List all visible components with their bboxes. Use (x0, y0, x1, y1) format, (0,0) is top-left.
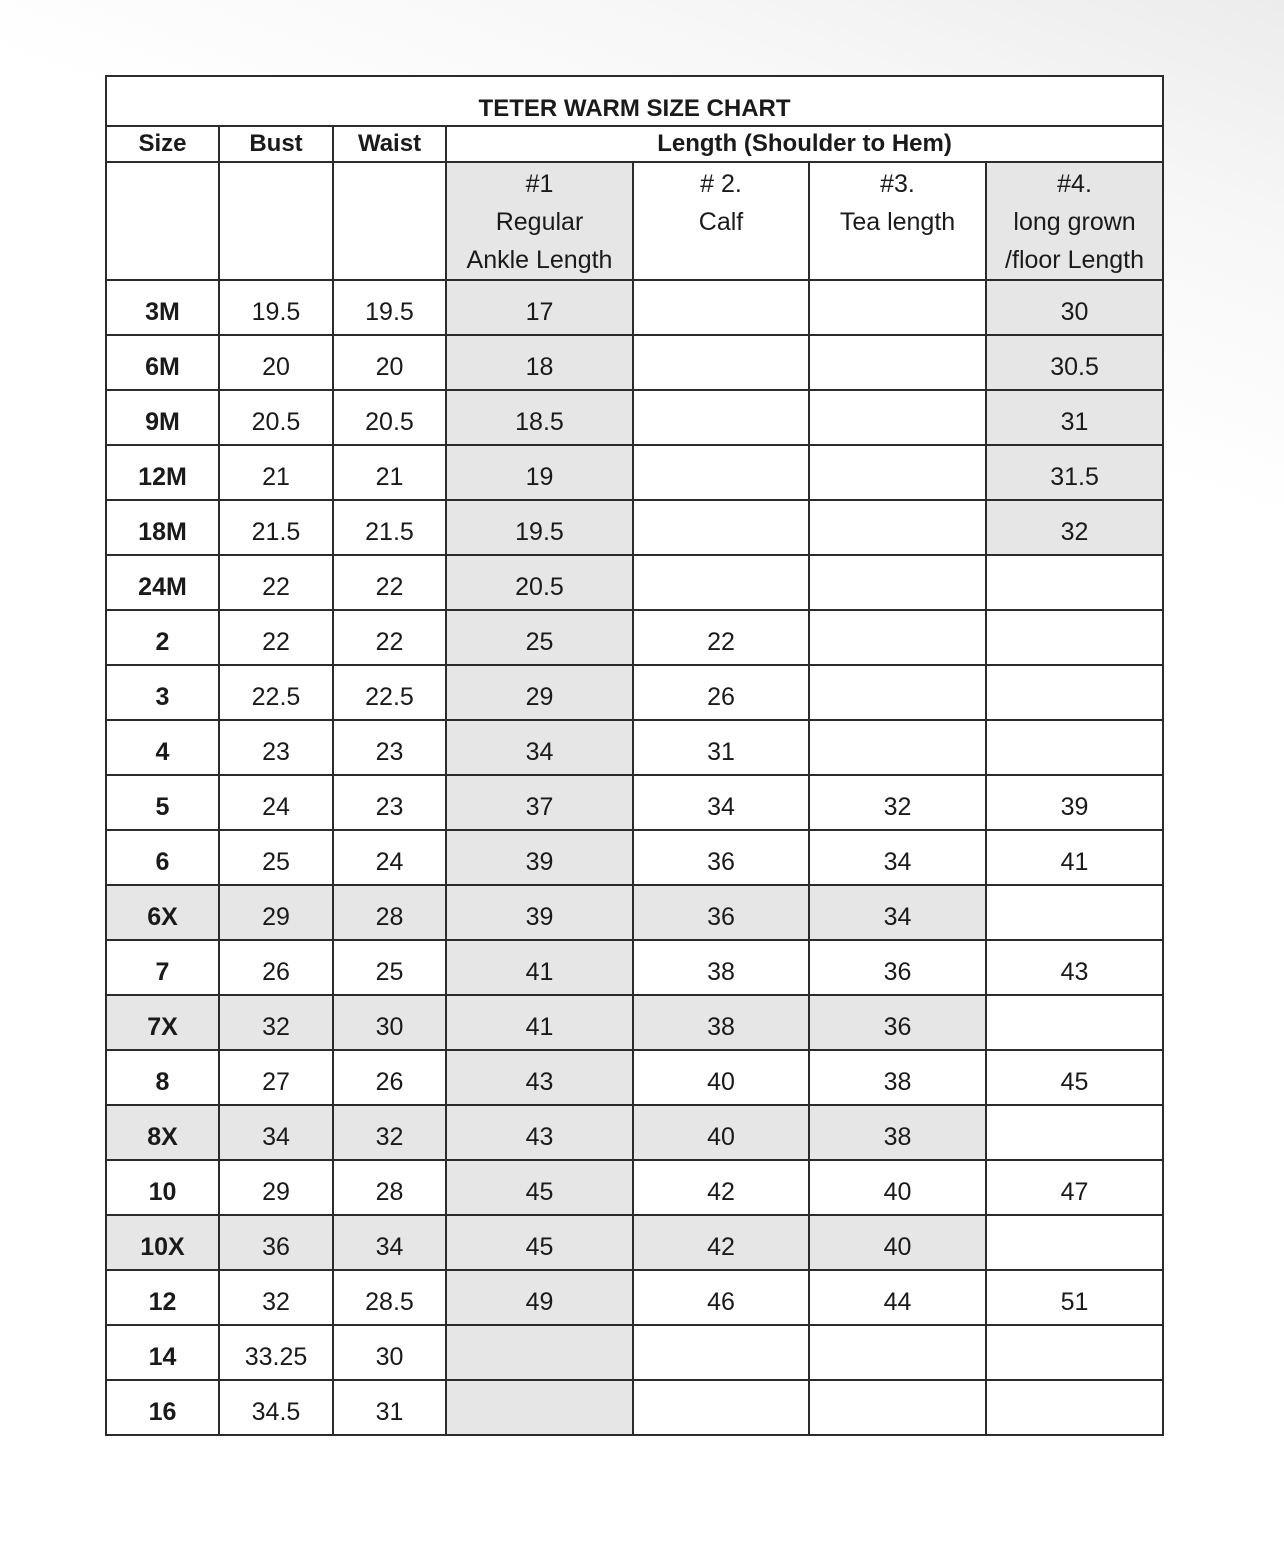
cell-bust: 20.5 (219, 390, 333, 445)
cell-size: 3M (106, 280, 219, 335)
cell-floor (986, 1380, 1163, 1435)
table-row (106, 1160, 1163, 1215)
floor-line2: /floor Length (1005, 246, 1145, 274)
cell-calf: 22 (633, 610, 809, 665)
cell-ankle: 45 (446, 1215, 633, 1270)
cell-calf: 36 (633, 885, 809, 940)
cell-calf: 46 (633, 1270, 809, 1325)
cell-calf (633, 445, 809, 500)
header-bust: Bust (219, 126, 333, 162)
cell-waist: 22.5 (333, 665, 446, 720)
cell-floor (986, 1105, 1163, 1160)
cell-size: 2 (106, 610, 219, 665)
table-row (106, 885, 1163, 940)
cell-waist: 28.5 (333, 1270, 446, 1325)
cell-bust: 20 (219, 335, 333, 390)
cell-size: 18M (106, 500, 219, 555)
cell-ankle: 17 (446, 280, 633, 335)
table-row (106, 1050, 1163, 1105)
cell-size: 10X (106, 1215, 219, 1270)
header-size: Size (106, 126, 219, 162)
cell-waist: 19.5 (333, 280, 446, 335)
cell-bust: 34 (219, 1105, 333, 1160)
cell-size: 12 (106, 1270, 219, 1325)
table-row (106, 1105, 1163, 1160)
ankle-line1: Regular (495, 208, 584, 236)
cell-calf: 38 (633, 940, 809, 995)
table-row (106, 1215, 1163, 1270)
cell-tea: 38 (809, 1050, 986, 1105)
cell-size: 9M (106, 390, 219, 445)
cell-bust: 33.25 (219, 1325, 333, 1380)
subheader-empty-size (106, 162, 219, 280)
cell-tea (809, 335, 986, 390)
cell-calf: 42 (633, 1215, 809, 1270)
cell-bust: 21 (219, 445, 333, 500)
cell-size: 14 (106, 1325, 219, 1380)
cell-waist: 22 (333, 555, 446, 610)
cell-bust: 25 (219, 830, 333, 885)
subheader-calf-length (633, 162, 809, 280)
cell-tea (809, 445, 986, 500)
cell-ankle: 34 (446, 720, 633, 775)
cell-calf: 36 (633, 830, 809, 885)
cell-tea (809, 280, 986, 335)
subheader-empty-bust (219, 162, 333, 280)
cell-size: 8 (106, 1050, 219, 1105)
cell-calf: 40 (633, 1050, 809, 1105)
cell-tea (809, 720, 986, 775)
table-row (106, 610, 1163, 665)
subheader-tea-length (809, 162, 986, 280)
cell-tea (809, 665, 986, 720)
cell-bust: 27 (219, 1050, 333, 1105)
cell-floor (986, 720, 1163, 775)
cell-tea: 38 (809, 1105, 986, 1160)
cell-calf: 26 (633, 665, 809, 720)
cell-tea: 32 (809, 775, 986, 830)
table-row (106, 1325, 1163, 1380)
cell-bust: 22.5 (219, 665, 333, 720)
cell-calf (633, 335, 809, 390)
cell-calf (633, 500, 809, 555)
cell-calf: 31 (633, 720, 809, 775)
tea-number: #3. (880, 170, 915, 198)
cell-size: 6X (106, 885, 219, 940)
header-waist: Waist (333, 126, 446, 162)
cell-waist: 20.5 (333, 390, 446, 445)
header-length: Length (Shoulder to Hem) (446, 126, 1163, 162)
cell-ankle: 41 (446, 995, 633, 1050)
cell-calf: 40 (633, 1105, 809, 1160)
cell-floor: 41 (986, 830, 1163, 885)
ankle-line2: Ankle Length (466, 246, 613, 274)
cell-ankle (446, 1380, 633, 1435)
table-row (106, 335, 1163, 390)
cell-bust: 24 (219, 775, 333, 830)
cell-calf (633, 390, 809, 445)
cell-ankle: 29 (446, 665, 633, 720)
cell-floor: 31.5 (986, 445, 1163, 500)
cell-waist: 20 (333, 335, 446, 390)
cell-bust: 23 (219, 720, 333, 775)
cell-size: 24M (106, 555, 219, 610)
cell-floor (986, 1215, 1163, 1270)
cell-waist: 21 (333, 445, 446, 500)
cell-floor (986, 1325, 1163, 1380)
subheader-empty-waist (333, 162, 446, 280)
table-row (106, 995, 1163, 1050)
length-subheader-row (106, 162, 1163, 280)
floor-number: #4. (1057, 170, 1092, 198)
cell-bust: 32 (219, 995, 333, 1050)
cell-bust: 36 (219, 1215, 333, 1270)
calf-number: # 2. (700, 170, 742, 198)
cell-bust: 19.5 (219, 280, 333, 335)
cell-bust: 34.5 (219, 1380, 333, 1435)
cell-ankle: 19 (446, 445, 633, 500)
table-row (106, 1270, 1163, 1325)
cell-size: 3 (106, 665, 219, 720)
cell-tea (809, 610, 986, 665)
cell-calf (633, 555, 809, 610)
cell-calf: 38 (633, 995, 809, 1050)
header-row (106, 126, 1163, 162)
cell-tea: 36 (809, 995, 986, 1050)
cell-floor (986, 995, 1163, 1050)
cell-waist: 21.5 (333, 500, 446, 555)
cell-calf (633, 1325, 809, 1380)
cell-bust: 29 (219, 1160, 333, 1215)
cell-tea (809, 555, 986, 610)
cell-bust: 22 (219, 610, 333, 665)
table-row (106, 500, 1163, 555)
cell-waist: 31 (333, 1380, 446, 1435)
cell-waist: 32 (333, 1105, 446, 1160)
cell-ankle: 45 (446, 1160, 633, 1215)
cell-waist: 34 (333, 1215, 446, 1270)
cell-ankle (446, 1325, 633, 1380)
cell-size: 10 (106, 1160, 219, 1215)
cell-calf (633, 1380, 809, 1435)
cell-tea (809, 500, 986, 555)
table-row (106, 280, 1163, 335)
cell-bust: 29 (219, 885, 333, 940)
cell-tea (809, 1325, 986, 1380)
cell-waist: 23 (333, 775, 446, 830)
table-row (106, 830, 1163, 885)
cell-size: 6M (106, 335, 219, 390)
cell-floor: 30 (986, 280, 1163, 335)
table-row (106, 1380, 1163, 1435)
cell-waist: 25 (333, 940, 446, 995)
table-row (106, 445, 1163, 500)
calf-line1: Calf (698, 208, 744, 236)
subheader-floor-length (986, 162, 1163, 280)
cell-tea (809, 390, 986, 445)
floor-line1: long grown (1013, 208, 1136, 236)
cell-calf: 42 (633, 1160, 809, 1215)
cell-size: 4 (106, 720, 219, 775)
cell-ankle: 19.5 (446, 500, 633, 555)
cell-floor (986, 555, 1163, 610)
cell-floor: 51 (986, 1270, 1163, 1325)
cell-tea: 40 (809, 1215, 986, 1270)
table-row (106, 555, 1163, 610)
table-row (106, 940, 1163, 995)
chart-title: TETER WARM SIZE CHART (106, 76, 1163, 126)
cell-bust: 32 (219, 1270, 333, 1325)
table-row (106, 720, 1163, 775)
cell-size: 5 (106, 775, 219, 830)
cell-floor: 32 (986, 500, 1163, 555)
cell-waist: 28 (333, 1160, 446, 1215)
cell-calf (633, 280, 809, 335)
cell-waist: 22 (333, 610, 446, 665)
cell-waist: 30 (333, 1325, 446, 1380)
cell-floor (986, 610, 1163, 665)
cell-tea: 40 (809, 1160, 986, 1215)
cell-floor: 39 (986, 775, 1163, 830)
cell-ankle: 43 (446, 1050, 633, 1105)
cell-tea: 34 (809, 830, 986, 885)
cell-ankle: 37 (446, 775, 633, 830)
cell-floor: 31 (986, 390, 1163, 445)
table-row (106, 775, 1163, 830)
cell-size: 16 (106, 1380, 219, 1435)
cell-ankle: 43 (446, 1105, 633, 1160)
cell-tea: 34 (809, 885, 986, 940)
cell-ankle: 49 (446, 1270, 633, 1325)
cell-ankle: 18 (446, 335, 633, 390)
cell-floor: 30.5 (986, 335, 1163, 390)
tea-line1: Tea length (839, 208, 956, 236)
table-row (106, 390, 1163, 445)
cell-size: 6 (106, 830, 219, 885)
cell-waist: 30 (333, 995, 446, 1050)
cell-ankle: 39 (446, 830, 633, 885)
cell-size: 12M (106, 445, 219, 500)
cell-bust: 21.5 (219, 500, 333, 555)
cell-ankle: 18.5 (446, 390, 633, 445)
cell-floor (986, 885, 1163, 940)
cell-size: 7X (106, 995, 219, 1050)
cell-floor: 45 (986, 1050, 1163, 1105)
cell-waist: 28 (333, 885, 446, 940)
cell-bust: 22 (219, 555, 333, 610)
cell-size: 8X (106, 1105, 219, 1160)
cell-waist: 24 (333, 830, 446, 885)
cell-ankle: 39 (446, 885, 633, 940)
cell-waist: 23 (333, 720, 446, 775)
size-chart-table (105, 75, 1164, 1436)
cell-tea: 36 (809, 940, 986, 995)
cell-ankle: 20.5 (446, 555, 633, 610)
subheader-ankle-length (446, 162, 633, 280)
ankle-number: #1 (525, 170, 554, 198)
cell-size: 7 (106, 940, 219, 995)
cell-calf: 34 (633, 775, 809, 830)
cell-waist: 26 (333, 1050, 446, 1105)
cell-bust: 26 (219, 940, 333, 995)
cell-tea: 44 (809, 1270, 986, 1325)
title-row (106, 76, 1163, 126)
cell-floor: 47 (986, 1160, 1163, 1215)
cell-ankle: 25 (446, 610, 633, 665)
cell-floor (986, 665, 1163, 720)
cell-floor: 43 (986, 940, 1163, 995)
table-row (106, 665, 1163, 720)
cell-ankle: 41 (446, 940, 633, 995)
cell-tea (809, 1380, 986, 1435)
